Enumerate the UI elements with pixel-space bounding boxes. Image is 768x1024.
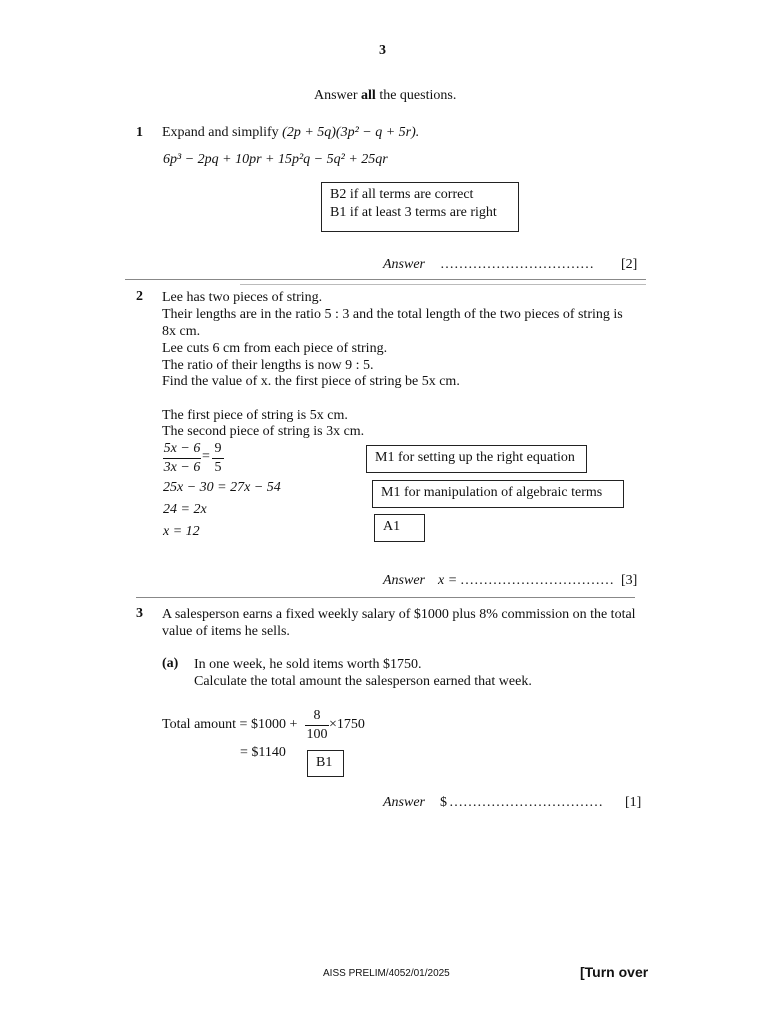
instruction-prefix: Answer [314, 88, 362, 103]
q3a-label: (a) [162, 656, 179, 671]
q2-working-line: The first piece of string is 5x cm. [162, 408, 348, 423]
q2-mark-box: A1 [374, 514, 425, 542]
q2-line: Their lengths are in the ratio 5 : 3 and the total length of the two pieces of string is [162, 307, 623, 322]
q2-step: 25x − 30 = 27x − 54 [163, 480, 281, 495]
q1-marks-box-line: B2 if all terms are correct [330, 187, 474, 202]
q2-fraction-lhs-num: 5x − 6 [163, 441, 201, 456]
q1-number: 1 [136, 125, 143, 140]
divider [136, 597, 635, 598]
q2-line: 8x cm. [162, 324, 201, 339]
q2-fraction-rhs [212, 440, 224, 477]
q1-expression: (2p + 5q)(3p² − q + 5r). [282, 125, 420, 140]
q3a-answer-label: Answer [383, 795, 425, 810]
q3a-line: Calculate the total amount the salesperson earned that week. [194, 674, 532, 689]
q1-answer-field[interactable]: …………………………… [440, 257, 594, 272]
q2-step: x = 12 [163, 524, 200, 539]
instruction-suffix: the questions. [375, 88, 457, 103]
q2-answer-field[interactable]: …………………………… [460, 573, 614, 588]
q3a-working-suffix: ×1750 [329, 717, 365, 732]
divider [240, 284, 646, 285]
q3a-answer-prefix: $ [440, 795, 447, 810]
q2-number: 2 [136, 289, 143, 304]
q2-mark-box: M1 for setting up the right equation [366, 445, 587, 473]
q2-line: Lee has two pieces of string. [162, 290, 323, 305]
q3a-fraction-num: 8 [313, 708, 321, 723]
q3a-answer-field[interactable]: …………………………… [449, 795, 603, 810]
q3-line: value of items he sells. [162, 624, 290, 639]
q3a-result: = $1140 [240, 745, 286, 760]
q1-answer-label: Answer [383, 257, 425, 272]
q2-fraction-lhs [163, 440, 201, 477]
divider [125, 279, 646, 280]
instruction [314, 88, 456, 104]
q2-fraction-rhs-num: 9 [214, 441, 222, 456]
q3a-fraction [305, 707, 329, 744]
q1-marks-box [321, 182, 519, 232]
q2-step: 24 = 2x [163, 502, 207, 517]
q2-working-line: The second piece of string is 3x cm. [162, 424, 365, 439]
q1-marks: [2] [621, 257, 638, 272]
q2-marks: [3] [621, 573, 638, 588]
q2-answer-label: Answer [383, 573, 425, 588]
q3a-marks: [1] [625, 795, 642, 810]
q2-line: Lee cuts 6 cm from each piece of string. [162, 341, 388, 356]
q2-mark-box: M1 for manipulation of algebraic terms [372, 480, 624, 508]
q1-prompt [162, 125, 419, 141]
q3-line: A salesperson earns a fixed weekly salary of $1000 plus 8% commission on the total [162, 607, 636, 622]
q2-fraction-eq: = [202, 449, 210, 464]
q3a-working-prefix: Total amount = $1000 + [162, 717, 298, 732]
page-number: 3 [379, 43, 386, 58]
q3a-fraction-den: 100 [306, 727, 328, 742]
instruction-bold: all [361, 88, 376, 103]
q3a-mark-box: B1 [307, 750, 344, 777]
q2-answer-var: x = [438, 573, 458, 588]
footer-code: AISS PRELIM/4052/01/2025 [323, 968, 450, 979]
turn-over: [Turn over [580, 964, 649, 980]
q2-fraction-lhs-den: 3x − 6 [163, 460, 201, 475]
q2-fraction-rhs-den: 5 [212, 458, 224, 477]
q1-marks-box-line: B1 if at least 3 terms are right [330, 205, 497, 220]
q1-prompt-text: Expand and simplify [162, 125, 279, 140]
q2-line: The ratio of their lengths is now 9 : 5. [162, 358, 374, 373]
q3-number: 3 [136, 606, 143, 621]
q2-line: Find the value of x. the first piece of string be 5x cm. [162, 374, 460, 389]
q1-working: 6p³ − 2pq + 10pr + 15p²q − 5q² + 25qr [163, 152, 388, 167]
q3a-line: In one week, he sold items worth $1750. [194, 657, 422, 672]
